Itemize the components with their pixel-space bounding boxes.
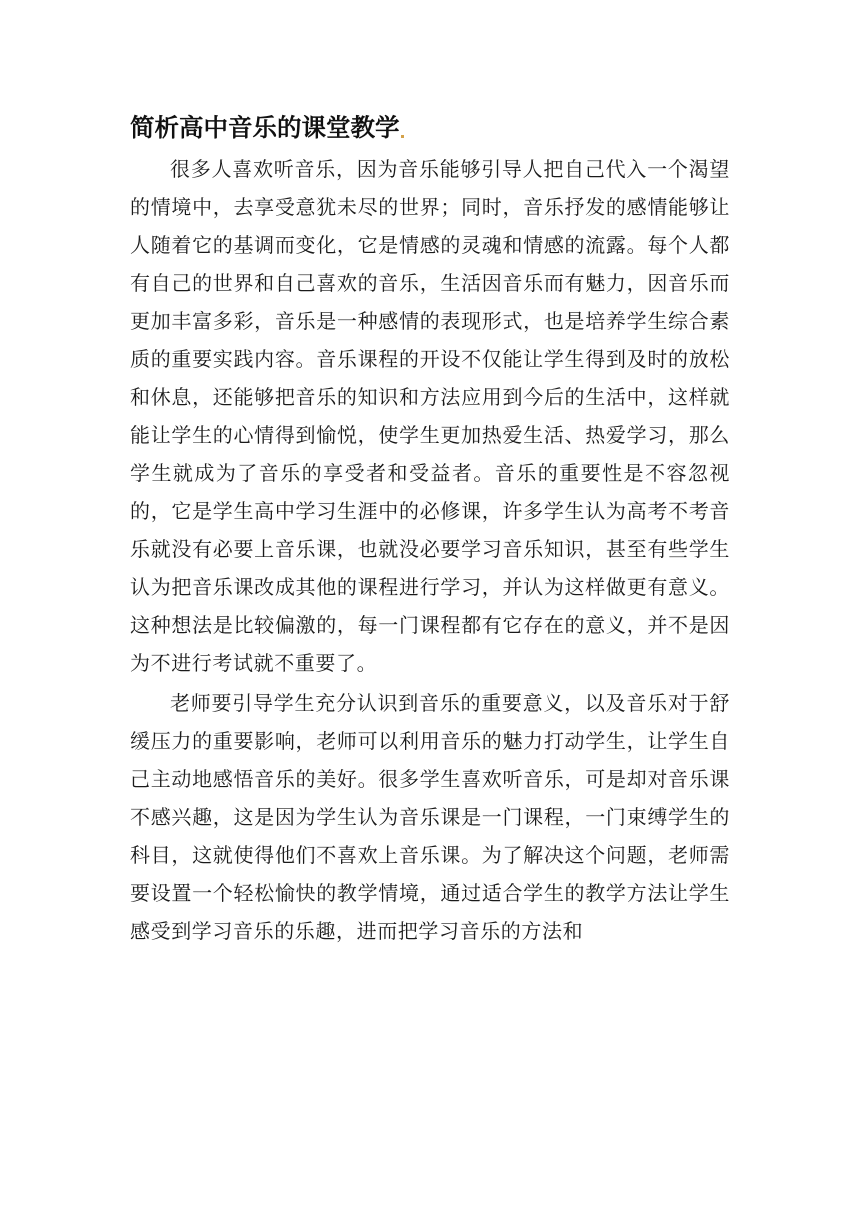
- document-title: [130, 108, 730, 148]
- paragraph-2: 老师要引导学生充分认识到音乐的重要意义，以及音乐对于舒缓压力的重要影响，老师可以利用音乐的魅力打动学生，让学生自己主动地感悟音乐的美好。很多学生喜欢听音乐，可是却对音乐课不感兴趣，这是因为学生认为音乐课是一门课程，一门束缚学生的科目，这就使得他们不喜欢上音乐课。为了解决这个问题，老师需要设置一个轻松愉快的教学情境，通过适合学生的教学方法让学生感受到学习音乐的乐趣，进而把学习音乐的方法和: [130, 691, 730, 943]
- paragraph-1: 很多人喜欢听音乐，因为音乐能够引导人把自己代入一个渴望的情境中，去享受意犹未尽的世界；同时，音乐抒发的感情能够让人随着它的基调而变化，它是情感的灵魂和情感的流露。每个人都有自己的世界和自己喜欢的音乐，生活因音乐而有魅力，因音乐而更加丰富多彩，音乐是一种感情的表现形式，也是培养学生综合素质的重要实践内容。音乐课程的开设不仅能让学生得到及时的放松和休息，还能够把音乐的知识和方法应用到今后的生活中，这样就能让学生的心情得到愉悦，使学生更加热爱生活、热爱学习，那么学生就成为了音乐的享受者和受益者。音乐的重要性是不容忽视的，它是学生高中学习生涯中的必修课，许多学生认为高考不考音乐就没有必要上音乐课，也就没必要学习音乐知识，甚至有些学生认为把音乐课改成其他的课程进行学习，并认为这样做更有意义。这种想法是比较偏激的，每一门课程都有它存在的意义，并不是因为不进行考试就不重要了。: [130, 157, 730, 675]
- document-title-text: 简析高中音乐的课堂教学: [130, 113, 400, 142]
- document-body: [130, 150, 730, 952]
- edit-mark-icon: [401, 135, 404, 138]
